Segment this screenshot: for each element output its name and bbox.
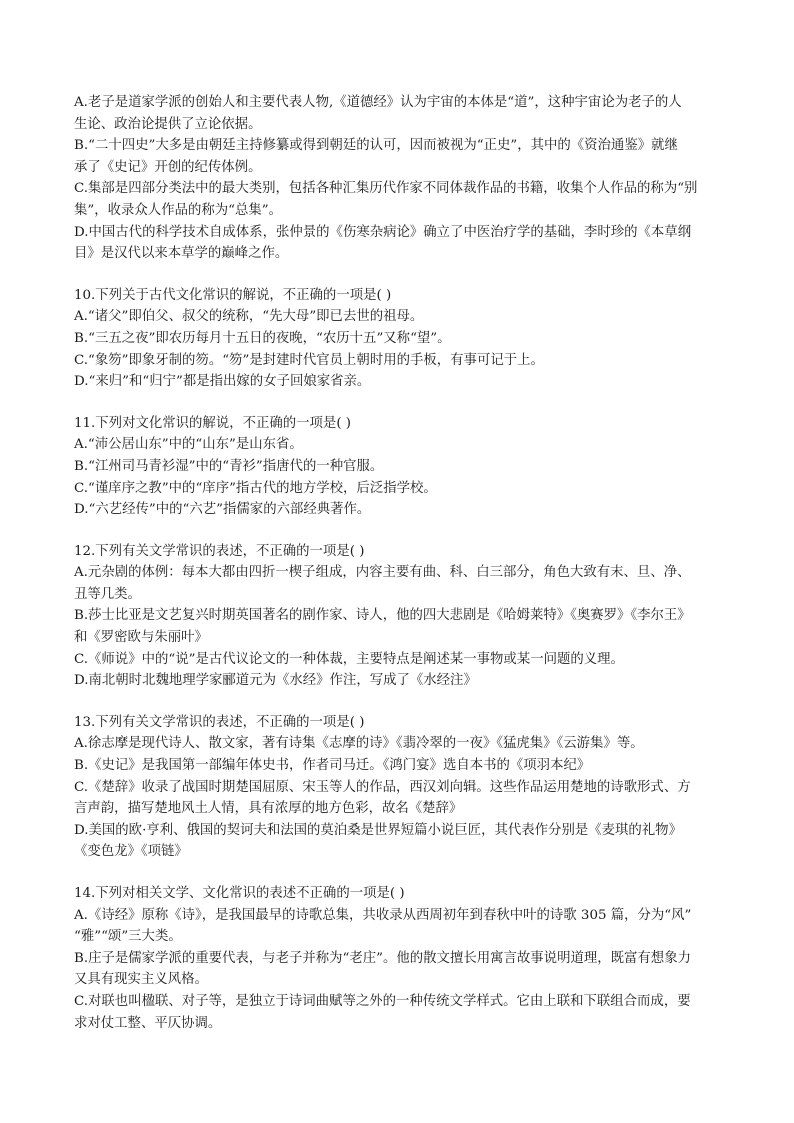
q13-option-a: A.徐志摩是现代诗人、散文家，著有诗集《志摩的诗》《翡冷翠的一夜》《猛虎集》《云游集》等。	[74, 736, 644, 752]
text-line: B.“二十四史”大多是由朝廷主持修纂或得到朝廷的认可，因而被视为“正史”，其中的《资治通鉴》就继	[74, 138, 678, 154]
text-line: C.对联也叫楹联、对子等，是独立于诗词曲赋等之外的一种传统文学样式。它由上联和下联组合而成，要	[74, 993, 691, 1009]
q13-option-b: B.《史记》是我国第一部编年体史书，作者司马迁。《鸿门宴》选自本书的《项羽本纪》	[74, 758, 591, 774]
text-line: D.美国的欧·亨利、俄国的契诃夫和法国的莫泊桑是世界短篇小说巨匠，其代表作分别是《麦琪的礼物》	[74, 822, 682, 838]
text-line: “雅”“颂”三大类。	[74, 929, 182, 945]
q14-option-b	[74, 948, 726, 991]
text-line: 《变色龙》《项链》	[74, 844, 188, 860]
q13-option-d	[74, 820, 726, 863]
q9-option-a	[74, 92, 726, 135]
question-title: 12.下列有关文学常识的表述，不正确的一项是( )	[74, 543, 365, 559]
question-12	[74, 541, 726, 692]
text-line: 和《罗密欧与朱丽叶》	[74, 630, 208, 646]
q12-option-a	[74, 562, 726, 605]
q13-option-c	[74, 777, 726, 820]
q12-option-c: C.《师说》中的“说”是古代议论文的一种体裁，主要特点是阐述某一事物或某一问题的义理。	[74, 651, 624, 667]
question-title: 13.下列有关文学常识的表述，不正确的一项是( )	[74, 714, 365, 730]
text-line: 生论、政治论提供了立论依据。	[74, 116, 262, 132]
text-line: 又具有现实主义风格。	[74, 972, 208, 988]
q14-option-a	[74, 905, 726, 948]
text-line: 丑等几类。	[74, 586, 141, 602]
question-title: 11.下列对文化常识的解说，不正确的一项是( )	[74, 415, 352, 431]
q11-option-a: A.“沛公居山东”中的“山东”是山东省。	[74, 437, 303, 453]
text-line: 集”，收录众人作品的称为“总集”。	[74, 202, 283, 218]
q12-option-b	[74, 605, 726, 648]
q10-option-c: C.“象笏”即象牙制的笏。“笏”是封建时代官员上朝时用的手板，有事可记于上。	[74, 352, 544, 368]
q14-option-c	[74, 991, 726, 1034]
q10-option-d: D.“来归”和“归宁”都是指出嫁的女子回娘家省亲。	[74, 374, 371, 390]
text-line: B.庄子是儒家学派的重要代表，与老子并称为“老庄”。他的散文擅长用寓言故事说明道理，既富有想象力	[74, 950, 691, 966]
text-line: C.集部是四部分类法中的最大类别，包括各种汇集历代作家不同体裁作品的书籍，收集个人作品的称为“别	[74, 181, 698, 197]
text-line: 言声韵，描写楚地风土人情，具有浓厚的地方色彩，故名《楚辞》	[74, 801, 463, 817]
text-line: A.元杂剧的体例：每本大都由四折一楔子组成，内容主要有曲、科、白三部分，角色大致有末、旦、净、	[74, 565, 691, 581]
text-line: 承了《史记》开创的纪传体例。	[74, 159, 262, 175]
question-11	[74, 413, 726, 521]
question-title: 14.下列对相关文学、文化常识的表述不正确的一项是( )	[74, 886, 405, 901]
question-10	[74, 285, 726, 393]
q12-option-d: D.南北朝时北魏地理学家郦道元为《水经》作注，写成了《水经注》	[74, 673, 477, 689]
text-line: C.《楚辞》收录了战国时期楚国屈原、宋玉等人的作品，西汉刘向辑。这些作品运用楚地的诗歌形式、方	[74, 779, 691, 795]
q11-option-c: C.“谨庠序之教”中的“庠序”指古代的地方学校，后泛指学校。	[74, 480, 437, 496]
q9-option-d	[74, 222, 726, 265]
question-9-options	[74, 92, 726, 265]
q9-option-b	[74, 135, 726, 178]
q9-option-c	[74, 178, 726, 221]
question-title: 10.下列关于古代文化常识的解说，不正确的一项是( )	[74, 287, 392, 303]
q11-option-b: B.“江州司马青衫湿”中的“青衫”指唐代的一种官服。	[74, 458, 384, 474]
text-line: 目》是汉代以来本草学的巅峰之作。	[74, 246, 289, 262]
document-page	[74, 92, 726, 1054]
question-13	[74, 712, 726, 863]
text-line: A.老子是道家学派的创始人和主要代表人物,《道德经》认为宇宙的本体是“道”，这种宇宙论为老子的人	[74, 95, 682, 110]
text-line: B.莎士比亚是文艺复兴时期英国著名的剧作家、诗人，他的四大悲剧是《哈姆莱特》《奥赛罗》《李尔王》	[74, 608, 691, 624]
text-line: D.中国古代的科学技术自成体系，张仲景的《伤寒杂病论》确立了中医治疗学的基础，李时珍的《本草纲	[74, 224, 692, 240]
text-line: 求对仗工整、平仄协调。	[74, 1015, 222, 1031]
text-line: A.《诗经》原称《诗》，是我国最早的诗歌总集，共收录从西周初年到春秋中叶的诗歌 305 篇，分为“风”	[74, 907, 692, 923]
q10-option-b: B.“三五之夜”即农历每月十五日的夜晚，“农历十五”又称“望”。	[74, 330, 451, 346]
q10-option-a: A.“诸父”即伯父、叔父的统称，“先大母”即已去世的祖母。	[74, 309, 424, 325]
question-14	[74, 883, 726, 1034]
q11-option-d: D.“六艺经传”中的“六艺”指儒家的六部经典著作。	[74, 502, 371, 518]
